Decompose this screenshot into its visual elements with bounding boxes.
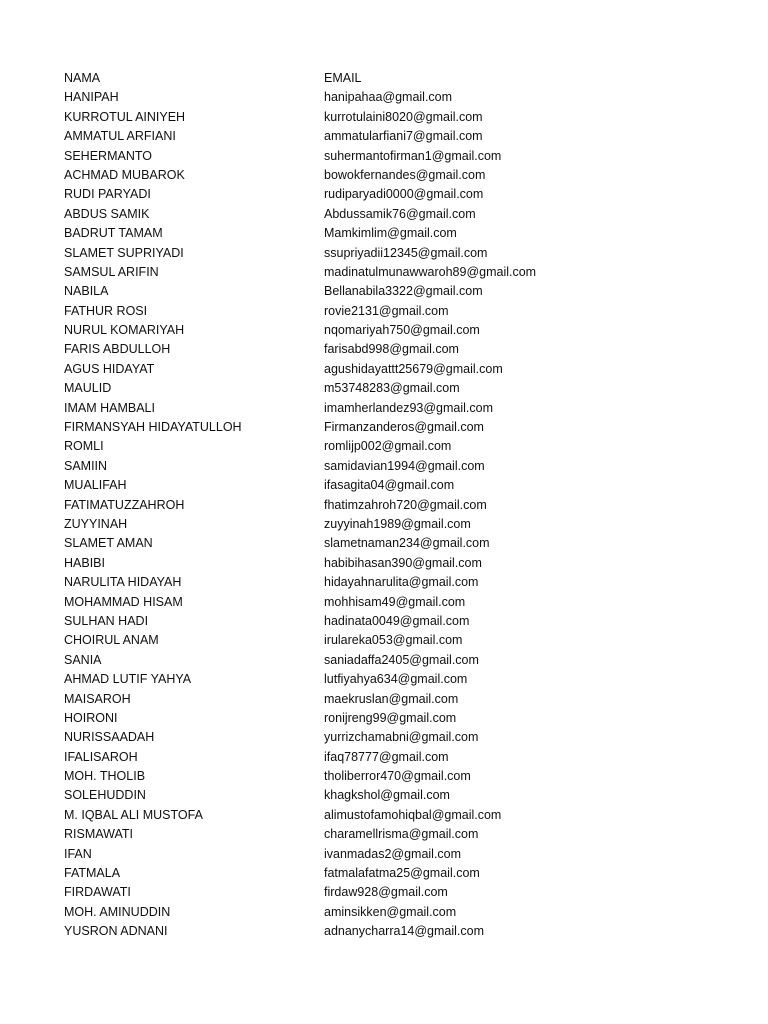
table-row — [64, 476, 684, 495]
table-row — [64, 806, 684, 825]
row-name: ABDUS SAMIK — [64, 206, 150, 221]
row-name: KURROTUL AINIYEH — [64, 109, 186, 124]
row-name: CHOIRUL ANAM — [64, 633, 159, 648]
row-name: NARULITA HIDAYAH — [64, 575, 182, 590]
table-row — [64, 554, 684, 573]
table-row — [64, 883, 684, 902]
row-email: saniadaffa2405@gmail.com — [324, 652, 479, 667]
row-email: madinatulmunawwaroh89@gmail.com — [324, 264, 537, 279]
row-email: ivanmadas2@gmail.com — [324, 846, 462, 861]
table-row — [64, 845, 684, 864]
table-row — [64, 418, 684, 437]
row-name: IFALISAROH — [64, 749, 138, 764]
row-email: samidavian1994@gmail.com — [324, 458, 485, 473]
row-name: RISMAWATI — [64, 827, 133, 842]
row-name: SOLEHUDDIN — [64, 788, 146, 803]
table-row — [64, 709, 684, 728]
row-email: imamherlandez93@gmail.com — [324, 400, 494, 415]
row-email: ronijreng99@gmail.com — [324, 710, 457, 725]
table-row — [64, 185, 684, 204]
table-row — [64, 864, 684, 883]
table-row — [64, 496, 684, 515]
table-row — [64, 321, 684, 340]
row-email: suhermantofirman1@gmail.com — [324, 148, 502, 163]
row-email: mohhisam49@gmail.com — [324, 594, 466, 609]
row-name: NABILA — [64, 284, 109, 299]
contact-table — [64, 69, 684, 942]
table-row — [64, 457, 684, 476]
table-row — [64, 786, 684, 805]
header-row — [64, 69, 684, 88]
row-name: SLAMET SUPRIYADI — [64, 245, 184, 260]
row-name: AHMAD LUTIF YAHYA — [64, 672, 192, 687]
table-row — [64, 263, 684, 282]
row-name: RUDI PARYADI — [64, 187, 151, 202]
row-name: MAISAROH — [64, 691, 131, 706]
row-email: farisabd998@gmail.com — [324, 342, 459, 357]
row-email: fhatimzahroh720@gmail.com — [324, 497, 487, 512]
table-row — [64, 399, 684, 418]
table-row — [64, 437, 684, 456]
table-row — [64, 166, 684, 185]
row-email: tholiberror470@gmail.com — [324, 769, 471, 784]
row-email: kurrotulaini8020@gmail.com — [324, 109, 483, 124]
header-name: NAMA — [64, 71, 101, 85]
table-row — [64, 108, 684, 127]
row-name: MAULID — [64, 381, 112, 396]
table-row — [64, 88, 684, 107]
row-name: IMAM HAMBALI — [64, 400, 155, 415]
row-email: aminsikken@gmail.com — [324, 904, 457, 919]
row-email: Firmanzanderos@gmail.com — [324, 420, 484, 435]
row-name: SLAMET AMAN — [64, 536, 153, 551]
row-name: HOIRONI — [64, 710, 118, 725]
row-name: HANIPAH — [64, 90, 119, 105]
row-email: khagkshol@gmail.com — [324, 788, 450, 803]
row-email: rovie2131@gmail.com — [324, 303, 449, 318]
row-name: MUALIFAH — [64, 478, 127, 493]
row-email: yurrizchamabni@gmail.com — [324, 730, 479, 745]
row-email: hanipahaa@gmail.com — [324, 90, 453, 105]
row-name: ACHMAD MUBAROK — [64, 167, 185, 182]
row-email: agushidayattt25679@gmail.com — [324, 361, 503, 376]
row-email: m53748283@gmail.com — [324, 381, 460, 396]
row-name: ZUYYINAH — [64, 516, 128, 531]
row-name: M. IQBAL ALI MUSTOFA — [64, 807, 203, 822]
table-row — [64, 728, 684, 747]
row-name: SEHERMANTO — [64, 148, 152, 163]
table-row — [64, 534, 684, 553]
row-email: nqomariyah750@gmail.com — [324, 323, 480, 338]
row-name: YUSRON ADNANI — [64, 924, 168, 939]
table-row — [64, 922, 684, 941]
row-email: Mamkimlim@gmail.com — [324, 226, 457, 241]
row-email: fatmalafatma25@gmail.com — [324, 866, 480, 881]
row-name: FARIS ABDULLOH — [64, 342, 171, 357]
row-email: ammatularfiani7@gmail.com — [324, 129, 483, 144]
row-email: ssupriyadii12345@gmail.com — [324, 245, 488, 260]
table-row — [64, 903, 684, 922]
row-name: ROMLI — [64, 439, 104, 454]
table-row — [64, 515, 684, 534]
row-email: slametnaman234@gmail.com — [324, 536, 490, 551]
row-email: ifasagita04@gmail.com — [324, 478, 455, 493]
row-email: lutfiyahya634@gmail.com — [324, 672, 468, 687]
row-name: FATMALA — [64, 866, 121, 881]
row-name: FIRDAWATI — [64, 885, 131, 900]
row-email: charamellrisma@gmail.com — [324, 827, 479, 842]
row-name: FATIMATUZZAHROH — [64, 497, 185, 512]
row-email: maekruslan@gmail.com — [324, 691, 459, 706]
row-email: hadinata0049@gmail.com — [324, 613, 470, 628]
table-row — [64, 651, 684, 670]
row-name: IFAN — [64, 846, 92, 861]
table-row — [64, 767, 684, 786]
row-name: MOHAMMAD HISAM — [64, 594, 183, 609]
table-row — [64, 147, 684, 166]
table-row — [64, 670, 684, 689]
row-email: ifaq78777@gmail.com — [324, 749, 449, 764]
row-email: habibihasan390@gmail.com — [324, 555, 482, 570]
row-name: AGUS HIDAYAT — [64, 361, 155, 376]
table-row — [64, 748, 684, 767]
row-name: FIRMANSYAH HIDAYATULLOH — [64, 420, 242, 435]
row-name: AMMATUL ARFIANI — [64, 129, 176, 144]
row-name: SULHAN HADI — [64, 613, 149, 628]
row-email: rudiparyadi0000@gmail.com — [324, 187, 484, 202]
row-name: MOH. AMINUDDIN — [64, 904, 171, 919]
row-email: bowokfernandes@gmail.com — [324, 167, 486, 182]
row-email: adnanycharra14@gmail.com — [324, 924, 484, 939]
row-email: zuyyinah1989@gmail.com — [324, 516, 471, 531]
table-row — [64, 612, 684, 631]
row-email: romlijp002@gmail.com — [324, 439, 452, 454]
table-row — [64, 205, 684, 224]
row-email: Abdussamik76@gmail.com — [324, 206, 476, 221]
header-email: EMAIL — [324, 71, 362, 85]
table-row — [64, 360, 684, 379]
table-row — [64, 573, 684, 592]
row-email: firdaw928@gmail.com — [324, 885, 448, 900]
table-row — [64, 282, 684, 301]
table-row — [64, 690, 684, 709]
row-email: alimustofamohiqbal@gmail.com — [324, 807, 502, 822]
row-email: irulareka053@gmail.com — [324, 633, 463, 648]
row-name: BADRUT TAMAM — [64, 226, 163, 241]
row-name: NURUL KOMARIYAH — [64, 323, 185, 338]
row-name: SANIA — [64, 652, 102, 667]
row-name: NURISSAADAH — [64, 730, 155, 745]
table-row — [64, 593, 684, 612]
table-row — [64, 224, 684, 243]
row-email: hidayahnarulita@gmail.com — [324, 575, 479, 590]
table-row — [64, 379, 684, 398]
table-row — [64, 340, 684, 359]
table-row — [64, 302, 684, 321]
row-name: FATHUR ROSI — [64, 303, 148, 318]
table-row — [64, 825, 684, 844]
row-name: SAMSUL ARIFIN — [64, 264, 159, 279]
row-name: HABIBI — [64, 555, 105, 570]
row-name: MOH. THOLIB — [64, 769, 146, 784]
table-row — [64, 244, 684, 263]
table-row — [64, 631, 684, 650]
row-email: Bellanabila3322@gmail.com — [324, 284, 483, 299]
row-name: SAMIIN — [64, 458, 108, 473]
table-row — [64, 127, 684, 146]
